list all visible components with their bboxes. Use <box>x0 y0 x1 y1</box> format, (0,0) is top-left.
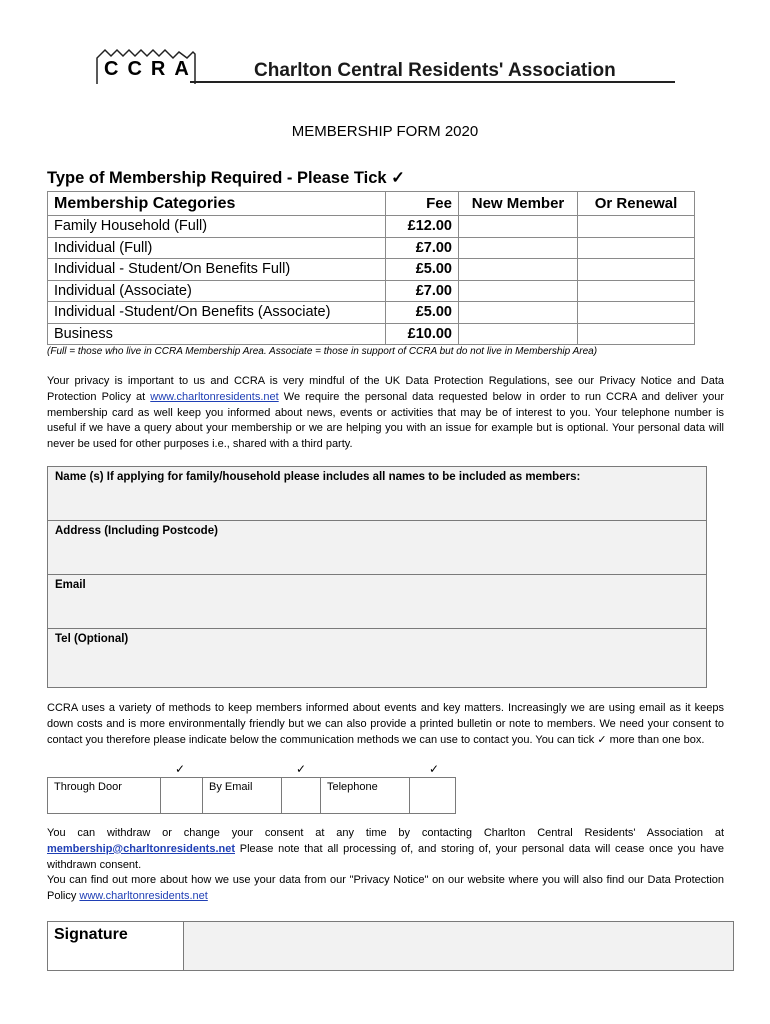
renewal-tick-box[interactable] <box>578 237 695 259</box>
form-title: MEMBERSHIP FORM 2020 <box>291 123 479 140</box>
category-cell: Individual - Student/On Benefits Full) <box>48 259 386 281</box>
table-row <box>48 323 695 345</box>
tick-icon: ✓ <box>175 762 186 776</box>
table-header-row <box>48 192 695 216</box>
fee-cell: £10.00 <box>386 323 459 345</box>
new-member-tick-box[interactable] <box>459 216 578 238</box>
signature-field[interactable] <box>184 922 734 971</box>
tick-icon: ✓ <box>429 762 440 776</box>
new-member-tick-box[interactable] <box>459 323 578 345</box>
fee-cell: £5.00 <box>386 302 459 324</box>
table-row <box>48 259 695 281</box>
through-door-tick-box[interactable] <box>161 778 203 814</box>
fee-cell: £12.00 <box>386 216 459 238</box>
new-member-tick-box[interactable] <box>459 302 578 324</box>
fee-cell: £5.00 <box>386 259 459 281</box>
col-header-fee: Fee <box>386 192 459 216</box>
website-link[interactable]: www.charltonresidents.net <box>150 390 279 403</box>
member-details-table <box>47 466 707 688</box>
telephone-tick-box[interactable] <box>410 778 456 814</box>
signature-label: Signature <box>48 922 184 971</box>
name-field[interactable]: Name (s) If applying for family/household please includes all names to be included as members: <box>48 467 707 521</box>
withdraw-text-1: You can withdraw or change your consent at any time by contacting Charlton Central Residents' Association at <box>47 827 724 839</box>
privacy-text-1: Your privacy is important to us and CCRA is very mindful of the UK Data Protection Regulations, see our Privacy Notice and Data Protection Policy at <box>47 375 724 403</box>
new-member-tick-box[interactable] <box>459 280 578 302</box>
renewal-tick-box[interactable] <box>578 259 695 281</box>
membership-footnote: (Full = those who live in CCRA Membership Area. Associate = those in support of CCRA but do not live in Membership Area) <box>47 346 598 357</box>
logo-text: CCRA <box>104 58 198 80</box>
address-field[interactable]: Address (Including Postcode) <box>48 521 707 575</box>
option-telephone: Telephone <box>321 778 410 814</box>
website-link[interactable]: www.charltonresidents.net <box>79 890 208 903</box>
col-header-category: Membership Categories <box>48 192 386 216</box>
tel-field[interactable]: Tel (Optional) <box>48 629 707 688</box>
contact-method-table <box>47 777 456 814</box>
category-cell: Individual (Associate) <box>48 280 386 302</box>
table-row <box>48 216 695 238</box>
membership-email-link[interactable]: membership@charltonresidents.net <box>47 842 235 855</box>
table-row <box>48 280 695 302</box>
membership-table <box>47 191 695 345</box>
fee-cell: £7.00 <box>386 237 459 259</box>
communications-paragraph: CCRA uses a variety of methods to keep members informed about events and key matters. Increasingly we are using email as it keeps down costs and is more environmentally friendly but we can also provide a printed bulletin or note to members. We need your consent to contact you therefore please indicate below the communication methods we can use to contact you. You can tick ✓ more than one box. <box>47 702 724 746</box>
privacy-text-2: We require the personal data requested below in order to run CCRA and deliver your membership card as well keep you informed about news, events or activities that may be of interest to you. Your telephone number is useful if we have a query about your membership or we are helping you with an issue for example but is optional. Your personal data will never be used for other purposes i.e., shared with a third party. <box>47 390 724 451</box>
organisation-name: Charlton Central Residents' Association <box>254 60 616 81</box>
option-through-door: Through Door <box>48 778 161 814</box>
new-member-tick-box[interactable] <box>459 259 578 281</box>
privacy-notice-text: You can find out more about how we use your data from our "Privacy Notice" on our website where you will also find our Data Protection Policy <box>47 874 724 903</box>
by-email-tick-box[interactable] <box>282 778 321 814</box>
renewal-tick-box[interactable] <box>578 216 695 238</box>
new-member-tick-box[interactable] <box>459 237 578 259</box>
col-header-new-member: New Member <box>459 192 578 216</box>
membership-type-heading: Type of Membership Required - Please Tick ✓ <box>47 169 405 187</box>
option-by-email: By Email <box>203 778 282 814</box>
col-header-renewal: Or Renewal <box>578 192 695 216</box>
renewal-tick-box[interactable] <box>578 323 695 345</box>
category-cell: Family Household (Full) <box>48 216 386 238</box>
fee-cell: £7.00 <box>386 280 459 302</box>
category-cell: Individual -Student/On Benefits (Associate) <box>48 302 386 324</box>
withdraw-paragraph <box>47 826 724 905</box>
table-row <box>48 237 695 259</box>
renewal-tick-box[interactable] <box>578 302 695 324</box>
category-cell: Business <box>48 323 386 345</box>
table-row <box>48 302 695 324</box>
renewal-tick-box[interactable] <box>578 280 695 302</box>
privacy-paragraph <box>47 374 724 453</box>
tick-icon: ✓ <box>296 762 307 776</box>
category-cell: Individual (Full) <box>48 237 386 259</box>
email-field[interactable]: Email <box>48 575 707 629</box>
withdraw-text-2: Please note that all processing of, and storing of, your personal data will cease once you have withdrawn consent. <box>47 842 724 871</box>
signature-table <box>47 921 734 971</box>
